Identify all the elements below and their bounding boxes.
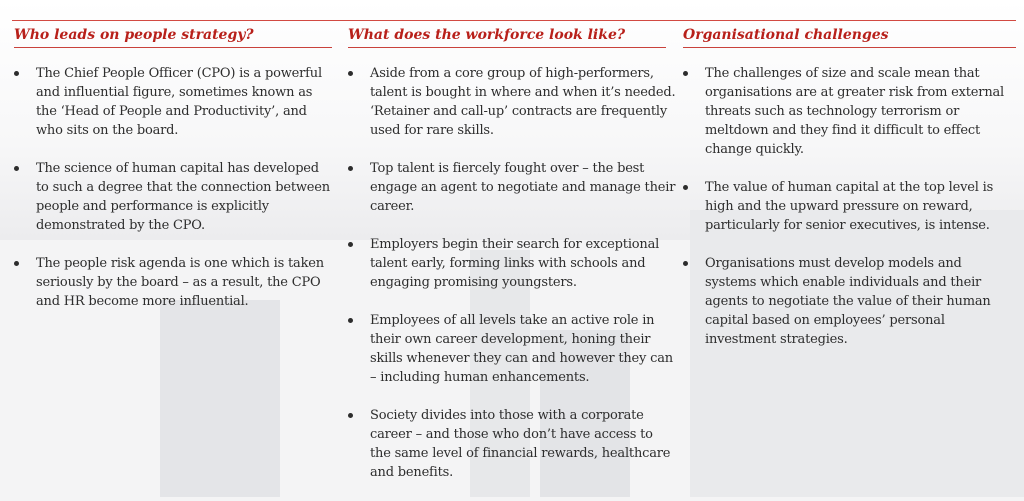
- column-3-list: [705, 64, 1011, 368]
- list-item-text: Aside from a core group of high-performers, talent is bought in where and when it’s needed. ‘Retainer and call-up’ contracts are frequently used for rare skills.: [370, 66, 676, 138]
- list-item: [370, 235, 676, 292]
- bullet-icon: [683, 261, 688, 266]
- bullet-icon: [683, 71, 688, 76]
- list-item: [370, 159, 676, 216]
- list-item: [370, 64, 676, 140]
- list-item: [370, 406, 676, 482]
- list-item-text: Organisations must develop models and systems which enable individuals and their agents to negotiate the value of their human capital based on employees’ personal investment strategies.: [705, 256, 991, 347]
- column-1-list: [36, 64, 334, 330]
- bullet-icon: [14, 71, 19, 76]
- bullet-icon: [348, 242, 353, 247]
- list-item: [370, 311, 676, 387]
- bullet-icon: [348, 413, 353, 418]
- list-item-text: The challenges of size and scale mean that organisations are at greater risk from external threats such as technology terrorism or meltdown and they find it difficult to effect change quickly.: [705, 66, 1004, 157]
- column-3-title: Organisational challenges: [683, 27, 889, 43]
- column-2-title: What does the workforce look like?: [348, 27, 626, 43]
- bullet-icon: [683, 185, 688, 190]
- list-item-text: The people risk agenda is one which is taken seriously by the board – as a result, the CPO and HR become more influential.: [36, 256, 324, 309]
- list-item-text: Top talent is fiercely fought over – the best engage an agent to negotiate and manage their career.: [370, 161, 676, 214]
- list-item-text: The science of human capital has developed to such a degree that the connection between people and performance is explicitly demonstrated by the CPO.: [36, 161, 330, 233]
- bullet-icon: [348, 166, 353, 171]
- bullet-icon: [14, 261, 19, 266]
- list-item: [705, 64, 1011, 159]
- column-1-title-rule: [14, 47, 332, 48]
- list-item-text: The Chief People Officer (CPO) is a powerful and influential figure, sometimes known as the ‘Head of People and Productivity’, and who sits on the board.: [36, 66, 322, 138]
- bullet-icon: [14, 166, 19, 171]
- column-3-title-rule: [683, 47, 1016, 48]
- column-2-list: [370, 64, 676, 501]
- list-item: [36, 64, 334, 140]
- list-item-text: Employers begin their search for exceptional talent early, forming links with schools and engaging promising youngsters.: [370, 237, 660, 290]
- bullet-icon: [348, 71, 353, 76]
- list-item: [36, 254, 334, 311]
- list-item-text: Employees of all levels take an active role in their own career development, honing their skills whenever they can and however they can – including human enhancements.: [370, 313, 673, 385]
- list-item: [705, 254, 1011, 349]
- column-2-title-rule: [348, 47, 666, 48]
- list-item-text: Society divides into those with a corporate career – and those who don’t have access to the same level of financial rewards, healthcare and benefits.: [370, 408, 671, 480]
- list-item: [36, 159, 334, 235]
- top-rule: [12, 20, 1016, 21]
- bullet-icon: [348, 318, 353, 323]
- column-1-title: Who leads on people strategy?: [14, 27, 254, 43]
- list-item-text: The value of human capital at the top level is high and the upward pressure on reward, particularly for senior executives, is intense.: [705, 180, 994, 233]
- list-item: [705, 178, 1011, 235]
